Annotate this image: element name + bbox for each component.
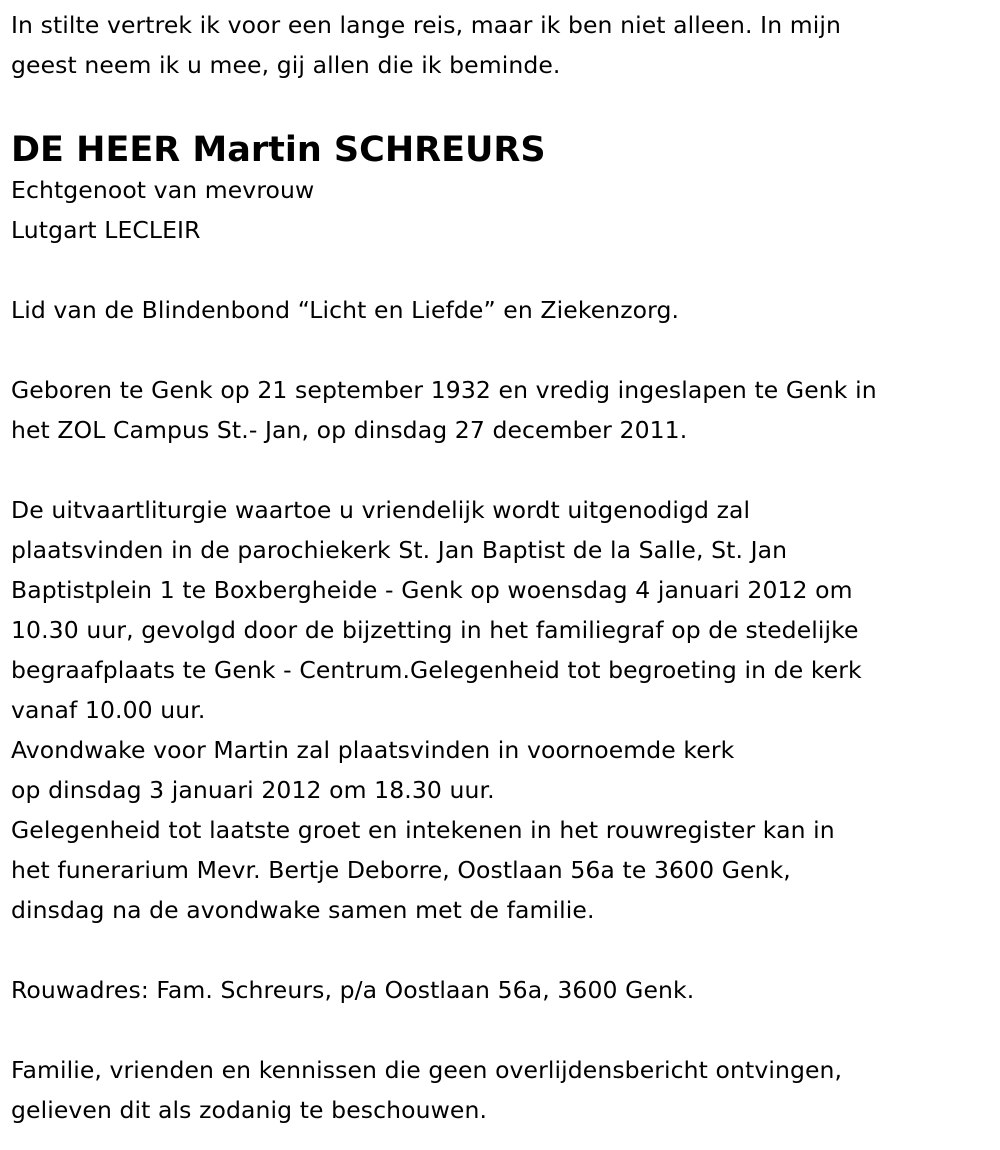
funeral-line: De uitvaartliturgie waartoe u vriendelijk wordt uitgenodigd zal [11,496,751,524]
spouse-info [11,170,986,250]
obituary-notice [11,0,986,1130]
membership-text: Lid van de Blindenbond “Licht en Liefde” en Ziekenzorg. [11,296,680,324]
funeral-line: dinsdag na de avondwake samen met de familie. [11,896,595,924]
closing-line: Familie, vrienden en kennissen die geen overlijdensbericht ontvingen, [11,1056,843,1084]
mourning-address: Rouwadres: Fam. Schreurs, p/a Oostlaan 56a, 3600 Genk. [11,976,695,1004]
birth-death-line: Geboren te Genk op 21 september 1932 en vredig ingeslapen te Genk in [11,376,877,404]
deceased-name: DE HEER Martin SCHREURS [11,130,546,170]
funeral-line: vanaf 10.00 uur. [11,696,206,724]
intro-line: geest neem ik u mee, gij allen die ik beminde. [11,51,561,79]
funeral-line: plaatsvinden in de parochiekerk St. Jan Baptist de la Salle, St. Jan [11,536,788,564]
spacer [11,450,986,490]
birth-death-line: het ZOL Campus St.- Jan, op dinsdag 27 december 2011. [11,416,688,444]
spouse-line: Echtgenoot van mevrouw [11,176,315,204]
closing-line: gelieven dit als zodanig te beschouwen. [11,1096,488,1124]
spacer [11,1010,986,1050]
funeral-line: 10.30 uur, gevolgd door de bijzetting in het familiegraf op de stedelijke [11,616,859,644]
birth-death-info [11,370,986,450]
funeral-line: op dinsdag 3 januari 2012 om 18.30 uur. [11,776,495,804]
spacer [11,930,986,970]
funeral-line: Gelegenheid tot laatste groet en intekenen in het rouwregister kan in [11,816,835,844]
funeral-line: Avondwake voor Martin zal plaatsvinden in voornoemde kerk [11,736,735,764]
intro-line: In stilte vertrek ik voor een lange reis, maar ik ben niet alleen. In mijn [11,11,842,39]
funeral-line: begraafplaats te Genk - Centrum.Gelegenheid tot begroeting in de kerk [11,656,862,684]
closing-note [11,1050,986,1130]
funeral-line: Baptistplein 1 te Boxbergheide - Genk op woensdag 4 januari 2012 om [11,576,853,604]
intro-quote [11,5,986,85]
funeral-info [11,490,986,930]
spacer [11,330,986,370]
funeral-line: het funerarium Mevr. Bertje Deborre, Oostlaan 56a te 3600 Genk, [11,856,791,884]
spacer [11,250,986,290]
spouse-line: Lutgart LECLEIR [11,216,201,244]
